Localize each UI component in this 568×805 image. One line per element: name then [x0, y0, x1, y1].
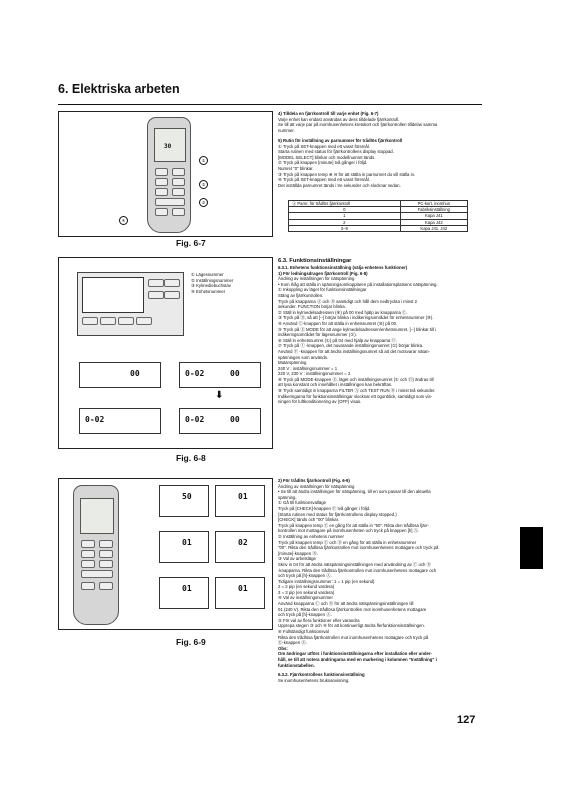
- figure-label-6-7: Fig. 6-7: [176, 238, 206, 248]
- fig69-display-4: 02: [215, 531, 265, 563]
- fig68-legend: ① Lägesnummer ② Inställningsnummer ③ Kylmediebuchstav ④ Enhetsnummer: [191, 272, 234, 294]
- title-rule: [58, 104, 482, 105]
- figure-6-7: 30 ① ② ③ ④: [58, 111, 273, 237]
- fig69-display-1: 50: [159, 485, 209, 517]
- fig69-display-6: 01: [215, 577, 265, 609]
- wireless-remote-illustration: [147, 117, 191, 233]
- section-4: 4) Tilldela en fjärrkontroll till varje enhet (Fig. 6-7) Varje enhet kan endast användas av dess tilldelade fjärrkontroll. Se till att varje par på inomhusenhetens kretskort och fjärrkontrollen tilldelas samma nummer.: [278, 111, 438, 133]
- fig69-display-2: 01: [215, 485, 265, 517]
- section-5: 5) Rutin för inställning av parnummer för trådlös fjärrkontroll ① Tryck på SET-knappen med ett vasst föremål. Starta rutinen med status för fjärrkontrollens display stoppad. [MODEL SELECT] blinkar och modellnumret tänds. ② Tryck på knappen [minute] två gånger i följd. Numret "0" blinkar. ③ Tryck på knappen temp ⊕ ⊖ för att ställa in parnumret du vill ställa in. ④ Tryck på SET-knappen med ett vasst föremål. Det inställda parnumret tänds i tre sekunder och slocknar sedan.: [278, 138, 416, 188]
- table-row: 3–9 Kapa J41, J42: [289, 225, 468, 231]
- figure-6-9: [58, 478, 273, 630]
- display-panel-1: 00: [79, 362, 161, 388]
- arrow-down-icon: ⬇: [215, 390, 224, 401]
- remote-screen: 30: [154, 128, 186, 162]
- figure-label-6-8: Fig. 6-8: [176, 453, 206, 463]
- wired-remote-screen: [82, 277, 144, 313]
- remote-screen-2: [80, 498, 114, 534]
- figure-6-8: [58, 257, 273, 449]
- display-panel-4: 0-02 00: [179, 408, 261, 434]
- table-row: 2 Kapa J42: [289, 219, 468, 225]
- table-header-row: Ⓐ Parnr. för trådlös fjärrkontroll PC-kort, inomhus: [289, 201, 468, 207]
- fig69-display-5: 01: [159, 577, 209, 609]
- section-2-wireless: 2) För trådlös fjärrkontroll (Fig. 6-9) Ändring av inställningen för nätspänning • Se till att ändra inställningen för nätspänning, till en som passar till den aktuella spänning. ① Gå till funktionsvalläge Tryck på [CHECK]-knappen Ⓕ två gånger i följd. (Starta rutinen med status för fjärrkontrollens display stopped.) [CHECK] tänds och "00" blinkar. Tryck på knappen temp Ⓒ en gång för att ställa in "50". Rikta den trådlösa fjärr- kontrollen mot mottagare på inomhusenheten och tryck på knappen [h] Ⓐ. ② Inställning av enhetens nummer Tryck på knappen temp Ⓒ och Ⓓ en gång för att ställa in enhetsnummer "00". Rikta den trådlösa fjärrkontrollen mot inomhusenhetens mottagare och tryck på [minute]-knappen Ⓑ. ③ Val av arbetsläge Skriv in 04 för att ändra nätspänningsinställningen med användning av Ⓒ och Ⓓ -knapparna. Rikta den trådlösa fjärrkontrollen mot inomhusenhetens mottagare och och tryck på [h]-knappen Ⓐ. Tidigare inställningsnummer: 1 = 1 pip (en sekund) 2 = 2 pip (en sekund vardera) 3 = 3 pip (en sekund vardera) ④ Val av inställningsnummer Använd knapparna Ⓒ och Ⓓ för att ändra nätspänningsinställningen till 01 (240 V). Rikta den trådlösa fjärrkontrollen mot inomhusenhetens mottagare och tryck på [h]-knappen Ⓐ. ⑤ För val av flera funktioner efter varandra Upprepa stegen ③ och ④ för att kontinuerligt ändra flerfunktionsinställningen. ⑥ Fullständigt funktionsval Rikta den trådlösa fjärrkontrollen mot inomhusenhetens mottagare och tryck på Ⓔ-knappen Ⓔ. Obs: Om ändringar utförs i funktionsinställningarna efter installation eller under- håll, se till att notera ändringarna med en markering i kolumnen "Inställning" i funktionstabellen. 6.3.2. Fjärrkontrollens funktionsinställning Se inomhusenhetens bruksanvisning.: [278, 478, 439, 683]
- wired-remote-illustration: [77, 272, 184, 336]
- chapter-side-tab: [520, 527, 543, 569]
- page-number: 127: [457, 714, 476, 726]
- display-panel-3: 0-02: [79, 408, 161, 434]
- figure-label-6-9: Fig. 6-9: [176, 637, 206, 647]
- section-6-3: 6.3. Funktionsinställningar 6.3.1. Enhetens funktionsinställning (välja enhetens funktioner) 1) För ledningsdragen fjärrkontroll (Fig. 6-8) Ändring av inställningen för nätspänning • Kom ihåg att ställa in spänningsomkopplaren på installationsplatsens nätspänning. ① Inkoppling av läget för funktionsinställningar Stäng av fjärrkontrollen. Tryck på knapparna Ⓐ och Ⓑ samtidigt och håll dem nedtryckta i minst 2 sekunder. FUNCTION börjar blinka. ② Ställ in kylmedelsadressen (⑧) på 00 med hjälp av knapparna Ⓒ. ③ Tryck på Ⓓ, så att [--] börjar blinka i indikeringsområdet för enhetsnummer (⑩). ④ Använd Ⓒ-knappen för att ställa in enhetsnumret (⑩) på 00. ⑤ Tryck på Ⓔ MODE för att ange kylmedelsadressen/enhetsnumret. [--] blinkar till i indikeringsområdet för lägesnummer (①). ⑥ Ställ in enhetsnumret (①) på 04 med hjälp av knapparna Ⓖ. ⑦ Tryck på Ⓘ -knappen, det nuvarande inställningsnumret (①) börjar blinka. Använd Ⓕ -knappen för att ändra inställningsnumret så att det motsvarar nätan- spänningen som används. Matarspänning 240 V : inställningsnummer = 1 220 V, 230 V : inställningsnummer = 2 ⑧ Tryck på MODE-knappen Ⓔ, läget och inställningsnumret (① och ⑪) ändras till att lysa konstant och innehållet i inställningen kan bekräftas. ⑨ Tryck samtidigt in knapparna FILTER Ⓐ och TEST RUN Ⓑ i minst två sekunder. Indikeringarna för funktionsinställningar slocknar ett ögonblick, samtidigt som vis- ningen för luftkonditionering av (OFF) visas.: [278, 258, 438, 405]
- table-row: 1 Kapa J41: [289, 213, 468, 219]
- pair-number-table: [288, 200, 468, 232]
- fig69-display-3: 01: [159, 531, 209, 563]
- display-panel-2: 0-02 00: [179, 362, 261, 388]
- table-row: 0 Fabriksinställning: [289, 207, 468, 213]
- page-title: 6. Elektriska arbeten: [58, 82, 180, 96]
- wireless-remote-illustration-2: [73, 485, 119, 625]
